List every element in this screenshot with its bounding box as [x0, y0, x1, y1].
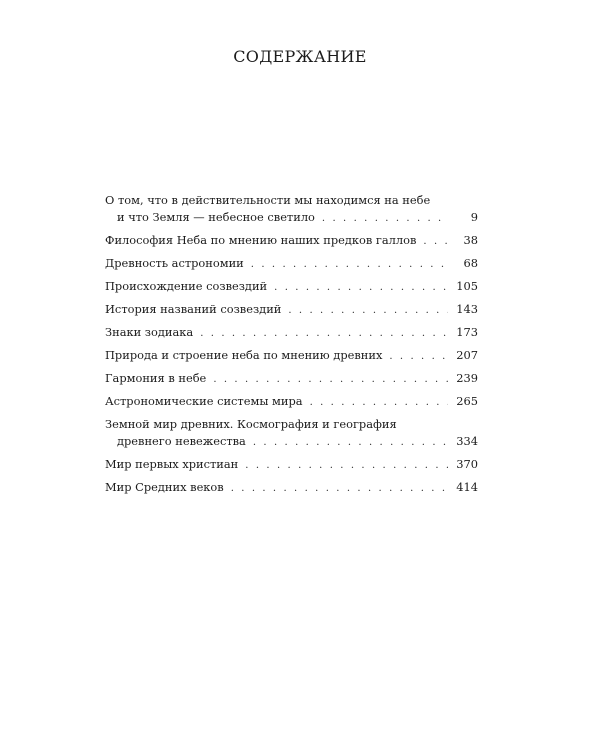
toc-entry-last-line	[105, 393, 478, 411]
toc-page-number: 334	[456, 434, 478, 448]
toc-entry-title: Мир Средних веков	[105, 480, 224, 494]
toc-entry	[105, 479, 478, 497]
toc-page-number: 414	[456, 480, 478, 494]
toc-page-number: 68	[463, 256, 478, 270]
toc-entry-last-line	[105, 278, 478, 296]
toc-page-number: 207	[456, 348, 478, 362]
dot-leader	[310, 394, 448, 411]
toc-entry-last-line	[105, 479, 478, 497]
toc-entry-title-line: О том, что в действительности мы находимся на небе	[105, 193, 431, 207]
toc-page-number: 239	[456, 371, 478, 385]
toc-entry	[105, 192, 478, 227]
toc-entry-last-line	[105, 301, 478, 319]
dot-leader	[200, 325, 448, 342]
toc-entry	[105, 278, 478, 296]
toc-entry-last-line	[105, 370, 478, 388]
toc-entry	[105, 416, 478, 451]
toc-page-number: 105	[456, 279, 478, 293]
toc-entry	[105, 393, 478, 411]
page-title: СОДЕРЖАНИЕ	[233, 47, 367, 66]
toc-entry	[105, 301, 478, 319]
toc-page-number: 9	[470, 210, 478, 224]
dot-leader	[322, 210, 448, 227]
dot-leader	[288, 302, 448, 319]
toc-page-number: 173	[456, 325, 478, 339]
toc-entry-title: и что Земля — небесное светило	[117, 210, 315, 224]
toc-entry-title-line: Земной мир древних. Космография и география	[105, 417, 397, 431]
toc-entry-last-line	[105, 232, 478, 250]
toc-entry-last-line	[105, 347, 478, 365]
toc-entry-title: древнего невежества	[117, 434, 246, 448]
dot-leader	[253, 434, 448, 451]
toc-entry-title: История названий созвездий	[105, 302, 282, 316]
dot-leader	[245, 457, 448, 474]
dot-leader	[423, 233, 448, 250]
toc-entry	[105, 347, 478, 365]
toc-entry-last-line	[105, 324, 478, 342]
toc-page-number: 370	[456, 457, 478, 471]
dot-leader	[389, 348, 448, 365]
dot-leader	[251, 256, 448, 273]
toc-entry-last-line	[105, 456, 478, 474]
toc-entry-title: Философия Неба по мнению наших предков галлов	[105, 233, 417, 247]
toc-entry-last-line	[105, 433, 478, 451]
toc-entry	[105, 232, 478, 250]
dot-leader	[274, 279, 448, 296]
toc-entry-title: Древность астрономии	[105, 256, 244, 270]
toc-page-number: 38	[463, 233, 478, 247]
toc-entry	[105, 255, 478, 273]
toc-entry-last-line	[105, 209, 478, 227]
toc-entry-title: Природа и строение неба по мнению древних	[105, 348, 383, 362]
dot-leader	[231, 480, 448, 497]
toc-entry-title: Гармония в небе	[105, 371, 207, 385]
toc-entry-last-line	[105, 255, 478, 273]
toc-entry-title: Знаки зодиака	[105, 325, 194, 339]
toc-entry-title: Астрономические системы мира	[105, 394, 303, 408]
dot-leader	[213, 371, 448, 388]
toc-page-number: 143	[456, 302, 478, 316]
toc-entry-title: Происхождение созвездий	[105, 279, 268, 293]
toc-page-number: 265	[456, 394, 478, 408]
toc-entry	[105, 456, 478, 474]
toc-entry	[105, 370, 478, 388]
table-of-contents	[105, 192, 478, 497]
toc-entry	[105, 324, 478, 342]
toc-entry-title: Мир первых христиан	[105, 457, 239, 471]
